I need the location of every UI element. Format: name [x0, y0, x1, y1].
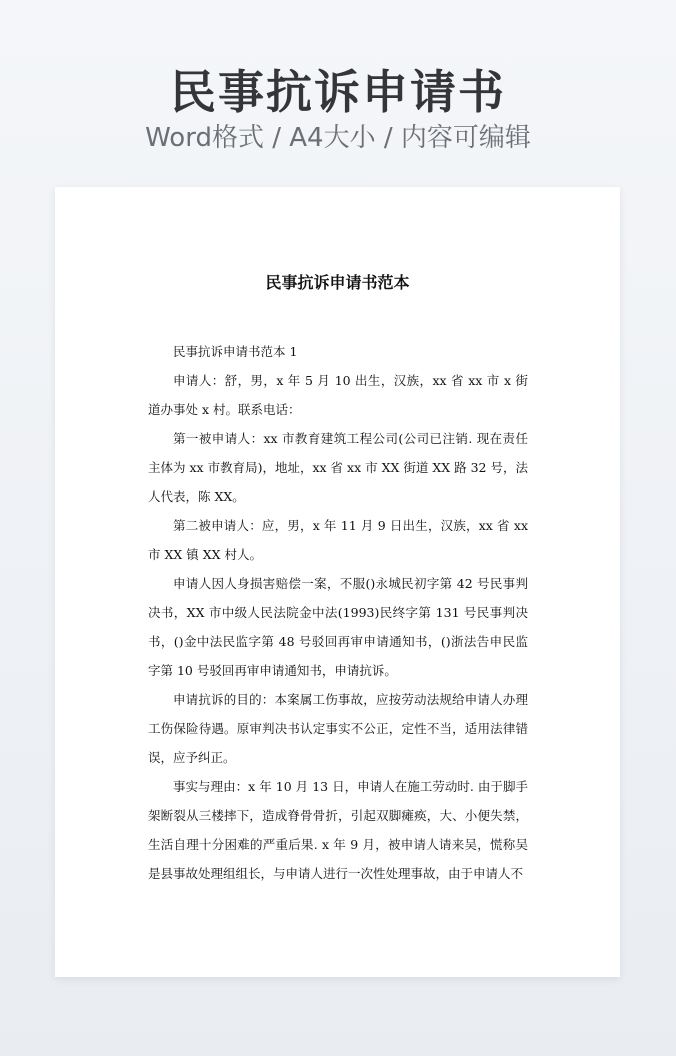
document-paragraph: 申请人因人身损害赔偿一案，不服()永城民初字第 42 号民事判决书，XX 市中级人民法院金中法(1993)民终字第 131 号民事判决书，()金中法民监字第 48 号驳回再审申请通知书，()浙法告申民监字第 10 号驳回再审申请通知书，申请抗诉。 [148, 576, 528, 678]
document-paragraph: 事实与理由：x 年 10 月 13 日，申请人在施工劳动时. 由于脚手架断裂从三楼摔下，造成脊骨骨折，引起双脚瘫痪，大、小便失禁，生活自理十分困难的严重后果. x 年 9 月，被申请人请来吴，慌称吴是县事故处理组组长，与申请人进行一次性处理事故，由于申请人不 [148, 779, 528, 881]
document-title: 民事抗诉申请书范本 [265, 273, 410, 292]
document-paragraph: 第一被申请人：xx 市教育建筑工程公司(公司已注销. 现在责任主体为 xx 市教育局)，地址，xx 省 xx 市 XX 街道 XX 路 32 号，法人代表，陈 XX。 [148, 431, 528, 504]
document-paragraph: 第二被申请人：应，男，x 年 11 月 9 日出生，汉族，xx 省 xx 市 XX 镇 XX 村人。 [148, 518, 528, 562]
banner-title: 民事抗诉申请书 [170, 65, 506, 119]
document-page [55, 187, 620, 977]
document-body [148, 337, 528, 888]
document-paragraph: 民事抗诉申请书范本 1 [173, 344, 298, 359]
document-paragraph: 申请人：舒，男，x 年 5 月 10 出生，汉族，xx 省 xx 市 x 街道办事处 x 村。联系电话： [148, 373, 528, 417]
banner-subtitle: Word格式 / A4大小 / 内容可编辑 [145, 123, 531, 153]
document-paragraph: 申请抗诉的目的：本案属工伤事故，应按劳动法规给申请人办理工伤保险待遇。原审判决书认定事实不公正，定性不当，适用法律错误，应予纠正。 [148, 692, 528, 765]
